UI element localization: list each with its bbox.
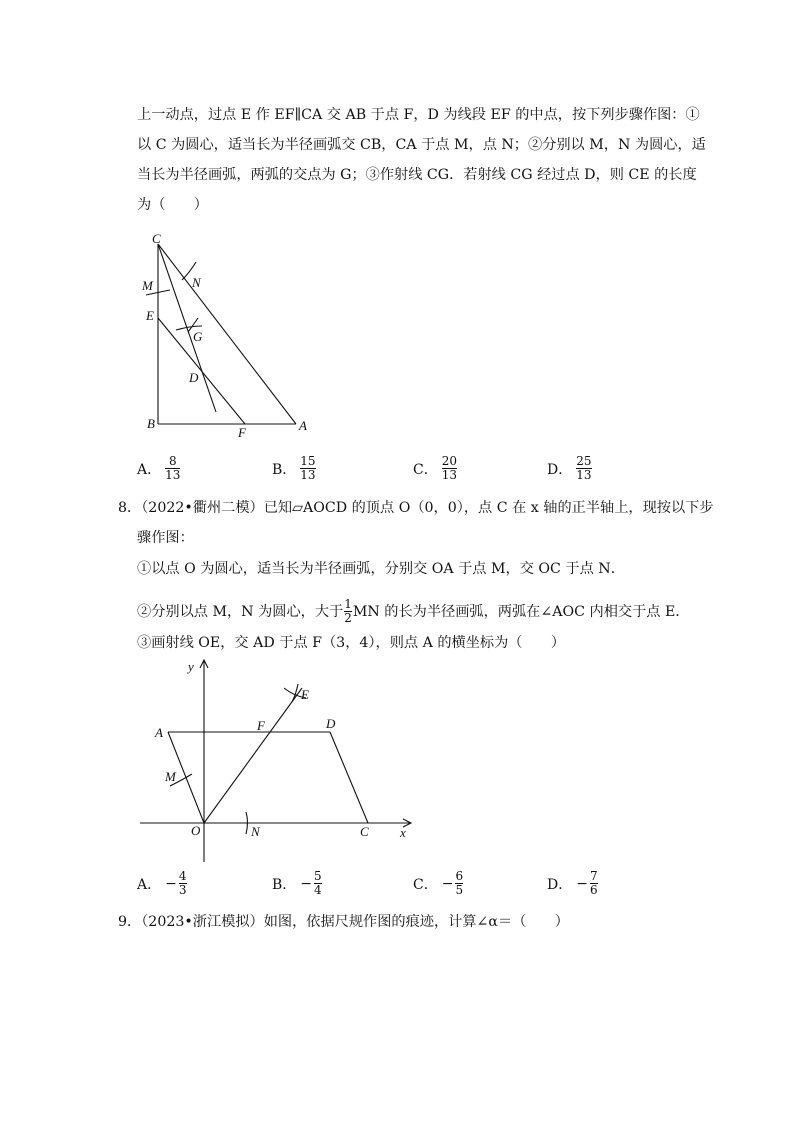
q8-option-a-letter: A． [137, 876, 162, 893]
q8-step-1: ①以点 O 为圆心，适当长为半径画弧，分别交 OA 于点 M，交 OC 于点 N． [137, 561, 625, 577]
label-n: N [192, 275, 201, 290]
ray-oe [204, 688, 302, 823]
q7-option-b-letter: B． [272, 461, 297, 478]
q8-line-1: 8．（2022•衢州二模）已知▱AOCD 的顶点 O（0，0），点 C 在 x 轴的正半轴上，现按以下步 [118, 500, 714, 516]
label-m: M [142, 278, 153, 293]
q9-line-1: 9．（2023•浙江模拟）如图，依据尺规作图的痕迹，计算∠α＝（ ） [118, 914, 569, 930]
q8-option-d[interactable] [547, 870, 598, 897]
numerator: 15 [300, 454, 316, 468]
denominator: 13 [300, 468, 316, 482]
denominator: 3 [178, 883, 187, 897]
denominator: 5 [455, 883, 464, 897]
denominator: 13 [165, 468, 181, 482]
minus-sign: − [165, 875, 177, 892]
label-e: E [301, 687, 309, 702]
minus-sign: − [441, 875, 454, 892]
q7-line-3: 当长为半径画弧，两弧的交点为 G；③作射线 CG．若射线 CG 经过点 D，则 CE 的长度 [137, 167, 697, 183]
q8-option-b[interactable] [272, 870, 322, 897]
q8-option-c[interactable] [413, 870, 463, 897]
label-f: F [238, 425, 246, 440]
q7-option-c-letter: C． [413, 461, 438, 478]
q8-option-c-fraction [455, 870, 463, 897]
q8-line-2: 骤作图： [137, 530, 194, 546]
denominator: 4 [314, 883, 322, 897]
label-d: D [189, 370, 199, 385]
label-a: A [155, 725, 163, 740]
label-b: B [147, 416, 155, 431]
denominator: 13 [441, 468, 457, 482]
minus-sign: − [300, 875, 313, 892]
q8-option-b-letter: B． [272, 876, 297, 893]
label-a: A [299, 418, 307, 433]
denominator: 13 [576, 468, 592, 482]
numerator: 4 [178, 869, 187, 883]
numerator: 7 [589, 869, 598, 883]
q8-option-d-fraction [590, 870, 598, 897]
q8-option-a-fraction [179, 870, 187, 897]
q8-option-d-letter: D． [547, 876, 573, 893]
label-o: O [191, 823, 201, 838]
denominator: 6 [589, 883, 598, 897]
q8-step-2-text-a: ②分别以点 M，N 为圆心，大于 [137, 603, 344, 620]
label-n: N [251, 824, 260, 839]
minus-sign: − [576, 875, 588, 892]
label-g: G [193, 329, 203, 344]
numerator: 5 [314, 869, 322, 883]
label-m: M [165, 769, 176, 784]
numerator: 8 [168, 454, 177, 468]
q8-option-a[interactable] [137, 870, 187, 897]
q8-option-c-letter: C． [413, 876, 438, 893]
numerator: 6 [455, 869, 464, 883]
numerator: 25 [576, 454, 592, 468]
label-c: C [360, 824, 369, 839]
q8-option-b-fraction [314, 870, 322, 897]
q7-line-2: 以 C 为圆心，适当长为半径画弧交 CB，CA 于点 M，点 N；②分别以 M，N 为圆心，适 [137, 137, 706, 153]
label-c: C [152, 231, 161, 246]
label-f: F [257, 718, 265, 733]
arc-e-2 [292, 684, 298, 702]
q7-line-1: 上一动点，过点 E 作 EF∥CA 交 AB 于点 F，D 为线段 EF 的中点，按下列步骤作图：① [137, 107, 700, 123]
label-d: D [326, 716, 336, 731]
segment-dc [330, 732, 368, 823]
label-y: y [188, 659, 194, 674]
q8-step-2-text-b: MN 的长为半径画弧，两弧在∠AOC 内相交于点 E． [352, 603, 690, 620]
denominator: 2 [344, 611, 352, 625]
q7-option-d-letter: D． [547, 461, 573, 478]
label-e: E [146, 308, 154, 323]
numerator: 20 [441, 454, 457, 468]
numerator: 1 [344, 597, 352, 611]
q7-option-a-letter: A． [137, 461, 162, 478]
q8-step-3: ③画射线 OE，交 AD 于点 F（3，4），则点 A 的横坐标为（ ） [137, 635, 566, 651]
label-x: x [400, 825, 406, 840]
q7-line-4: 为（ ） [137, 197, 208, 213]
